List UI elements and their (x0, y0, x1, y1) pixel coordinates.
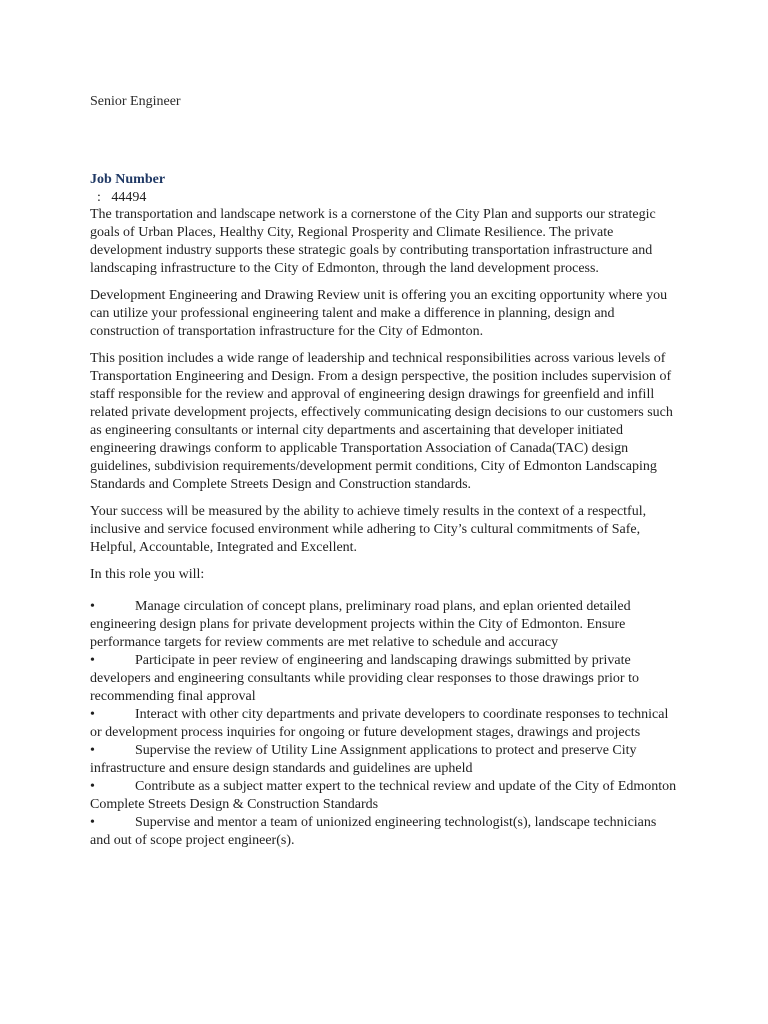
list-item-text: Manage circulation of concept plans, preliminary road plans, and eplan oriented detailed engineering design plans for private development projects within the City of Edmonton. Ensure performance targets for review comments are met relative to schedule and accuracy (90, 599, 631, 650)
bullet-icon: • (90, 599, 95, 614)
job-number-label: Job Number (90, 172, 166, 187)
role-intro: In this role you will: (90, 567, 205, 582)
paragraph-2: Development Engineering and Drawing Review unit is offering you an exciting opportunity where you can utilize your professional engineering talent and make a difference in planning, design and construction of transportation infrastructure for the City of Edmonton. (90, 288, 668, 339)
list-item-text: Contribute as a subject matter expert to the technical review and update of the City of Edmonton Complete Streets Design & Construction Standards (90, 779, 677, 812)
job-description (90, 206, 680, 850)
document-title: Senior Engineer (90, 94, 181, 109)
paragraph-1: The transportation and landscape network is a cornerstone of the City Plan and supports our strategic goals of Urban Places, Healthy City, Regional Prosperity and Climate Resilience. The private development industry supports these strategic goals by contributing transportation infrastructure and landscaping infrastructure to the City of Edmonton, through the land development process. (90, 207, 656, 276)
list-item (90, 742, 680, 778)
responsibilities-list (90, 598, 680, 850)
paragraph-4: Your success will be measured by the ability to achieve timely results in the context of a respectful, inclusive and service focused environment while adhering to City’s cultural commitments of Safe, Helpful, Accountable, Integrated and Excellent. (90, 504, 647, 555)
bullet-icon: • (90, 779, 95, 794)
list-item (90, 778, 680, 814)
list-item (90, 706, 680, 742)
list-item (90, 814, 680, 850)
list-item (90, 652, 680, 706)
list-item-text: Supervise and mentor a team of unionized engineering technologist(s), landscape technicians and out of scope project engineer(s). (90, 815, 657, 848)
bullet-icon: • (90, 707, 95, 722)
job-number-value: : 44494 (90, 190, 147, 205)
list-item-text: Participate in peer review of engineering and landscaping drawings submitted by private developers and engineering consultants while providing clear responses to those drawings prior to recommending final approval (90, 653, 639, 704)
list-item-text: Supervise the review of Utility Line Assignment applications to protect and preserve City infrastructure and ensure design standards and guidelines are upheld (90, 743, 637, 776)
bullet-icon: • (90, 653, 95, 668)
paragraph-3: This position includes a wide range of leadership and technical responsibilities across various levels of Transportation Engineering and Design. From a design perspective, the position includes supervision of staff responsible for the review and approval of engineering design drawings for greenfield and infill related private development projects, effectively communicating design decisions to our customers such as engineering consultants or internal city departments and ascertaining that developer initiated engineering drawings conform to applicable Transportation Association of Canada(TAC) design guidelines, subdivision requirements/development permit conditions, City of Edmonton Landscaping Standards and Complete Streets Design and Construction standards. (90, 351, 673, 492)
bullet-icon: • (90, 743, 95, 758)
list-item-text: Interact with other city departments and private developers to coordinate responses to technical or development process inquiries for ongoing or future development stages, drawings and projects (90, 707, 669, 740)
list-item (90, 598, 680, 652)
bullet-icon: • (90, 815, 95, 830)
